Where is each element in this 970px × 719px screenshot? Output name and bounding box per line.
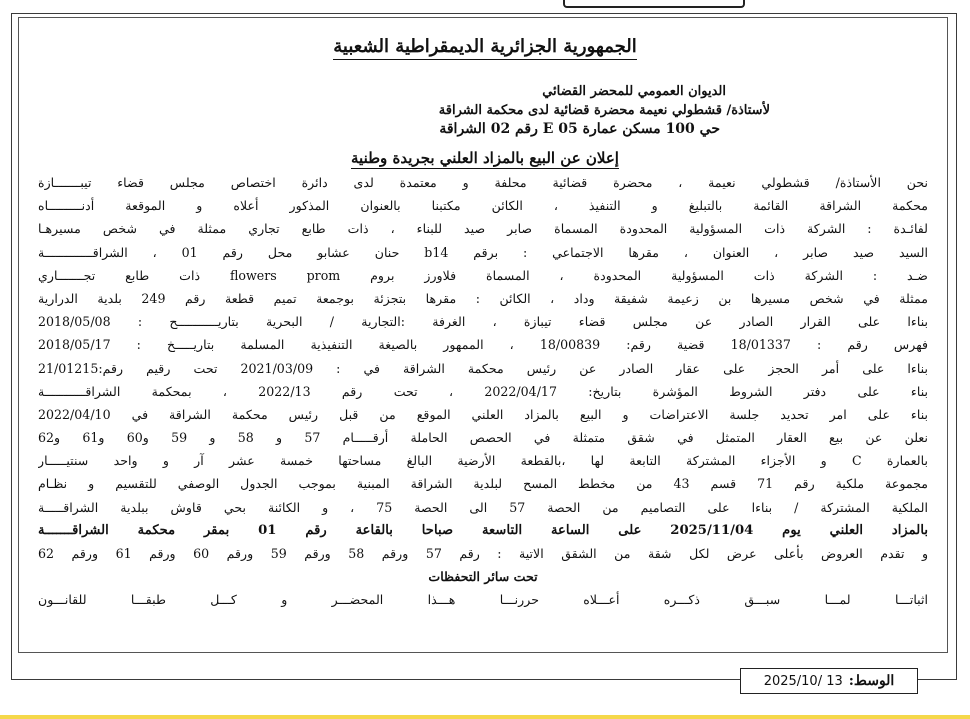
top-tab-frame (563, 0, 745, 8)
body-line: بناء على امر تحديد جلسة الاعتراضات و البيع بالمزاد العلني الموقع من قبل رئيس محكمة الشراقة في 2022/04/10 (38, 406, 928, 422)
body-line: بناءا على أمر الحجز على عقار الصادر عن رئيس محكمة الشراقة في : 2021/03/09 تحت رقيم رقم:21/01215 (38, 360, 928, 376)
body-line: بناء على دفتر الشروط المؤشرة بتاريخ: 2022/04/17 ، تحت رقم 2022/13 ، بمحكمة الشراقـــــــــــة (38, 383, 928, 399)
notice-body (38, 171, 928, 612)
bottom-highlight-strip (0, 715, 970, 719)
bailiff-header (50, 82, 770, 139)
body-line: و تقدم العروض بأعلى عرض لكل شقة من الشقق الاتية : رقم 57 ورقم 58 ورقم 59 ورقم 60 ورقم 61 ورقم 62 (38, 546, 928, 561)
body-line: نحن الأستاذة/ قشطولي نعيمة ، محضرة قضائية محلفة و معتمدة لدى دائرة اختصاص مجلس قضاء تيبـــــــازة (38, 175, 928, 190)
footer-date: 2025/10/ 13 (763, 673, 843, 689)
body-line: الملكية المشتركة / بناءا على التصاميم من الحصة 57 الى الحصة 75 ، و الكائنة بحي قاوش ببلدية الشراقـــــة (38, 499, 928, 515)
closing-line: اثباتـــا لمـــا سبـــق ذكـــره أعـــلاه حررنـــا هـــذا المحضـــر و كـــل طبقـــا للقانـــون (38, 592, 928, 608)
body-line: بناءا على القرار الصادر عن مجلس قضاء تيبازة ، الغرفة :التجارية / البحرية بتاريـــــــــــح : 2018/05/08 (38, 314, 928, 330)
body-line: بالعمارة C و الأجزاء المشتركة التابعة لها ،بالقطعة الأرضية البالغ مساحتها خمسة عشر آر و واحد سنتيـــــار (38, 453, 928, 469)
body-line: محكمة الشراقة القائمة بالتبليغ و التنفيذ ، الكائن مكتبنا بالعنوان المذكور أعلاه و الموقعة أدنـــــــــاه (38, 198, 928, 214)
body-line: فهرس رقم : 18/01337 قضية رقم: 18/00839 ، الممهور بالصيغة التنفيذية المسلمة بتاريـــــخ : 2018/05/17 (38, 337, 928, 353)
body-line: لفائـدة : الشركة ذات المسؤولية المحدودة المسماة صابر صيد للبناء ، ذات طابع تجاري ممثلة في شخص مسيرهـا (38, 221, 928, 237)
body-line: ممثلة في شخص مسيرها بن زعيمة شفيقة وداد ، الكائن : مقرها بتجزئة بوجمعة تميم قطعة رقم 249 بلدية الدرارية (38, 290, 928, 306)
body-line: ضـد : الشركة ذات المسؤولية المحدودة ، المسماة فلاورز بروم flowers prom ذات طابع تجـــــــاري (38, 267, 928, 283)
body-line: مجموعة ملكية رقم 71 قسم 43 من مخطط المسح لبلدية الشراقة المبنية بموجب الجدول الوصفي للتقسيم و نظـام (38, 476, 928, 492)
newspaper-footer-badge (740, 668, 918, 694)
reservations-line: تحت سائر التحفظات (428, 569, 538, 585)
header-bailiff: لأستاذة/ قشطولي نعيمة محضرة قضائية لدى محكمة الشراقة (438, 103, 770, 118)
body-line: نعلن عن بيع العقار المتمثل في شقق متمثلة في الحصص الحاملة أرقـــــام 57 و 58 و 59 و60 و61 و62 (38, 430, 928, 446)
body-line: السيد صيد صابر ، العنوان ، مقرها الاجتماعي : برقم b14 حنان عشابو محل رقم 01 ، الشراقـــــــــــــة (38, 244, 928, 260)
notice-title (0, 149, 970, 167)
notice-title-text: إعلان عن البيع بالمزاد العلني بجريدة وطنية (351, 149, 619, 167)
page-title-text: الجمهورية الجزائرية الديمقراطية الشعبية (333, 36, 636, 60)
header-office: الديوان العمومي للمحضر القضائي (542, 84, 726, 99)
header-address: حي 100 مسكن عمارة E 05 رقم 02 الشراقة (439, 121, 720, 137)
auction-date-line: بالمزاد العلني يوم 2025/11/04 على الساعة التاسعة صباحا بالقاعة رقم 01 بمقر محكمة الشراقـــــــة (38, 522, 928, 538)
page-title (0, 36, 970, 57)
footer-newspaper-label: الوسط: (848, 673, 895, 689)
